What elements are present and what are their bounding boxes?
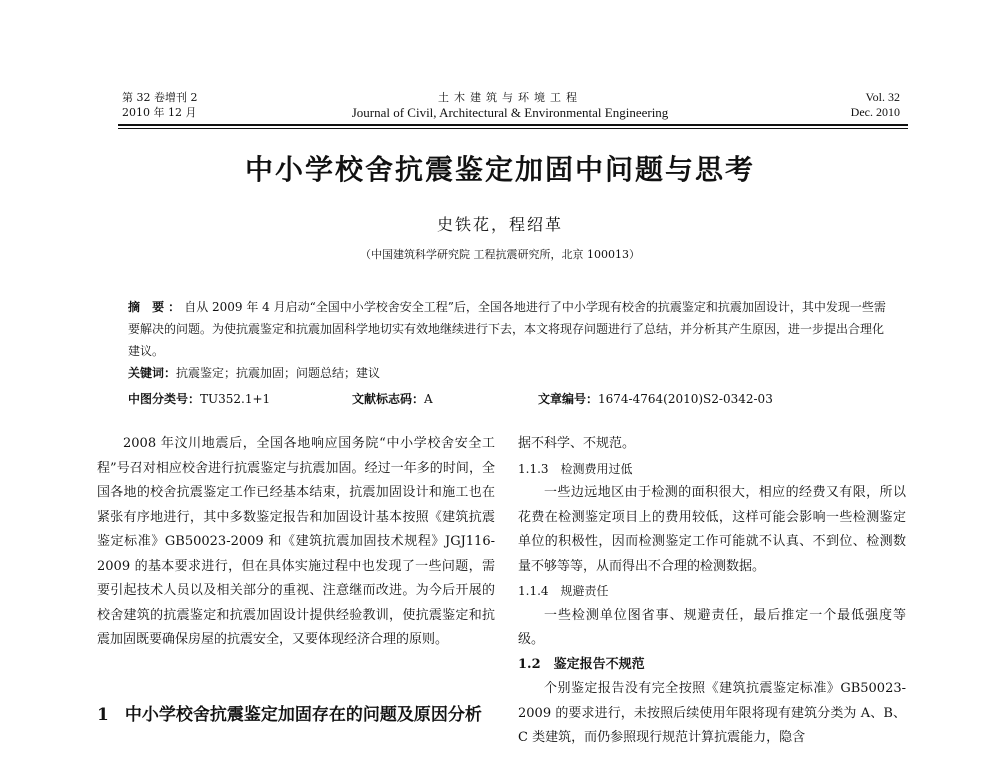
subsection-1-1-3-text: 一些边远地区由于检测的面积很大，相应的经费又有限，所以花费在检测鉴定项目上的费用较低，这样可能会影响一些检测鉴定单位的积极性，因而检测鉴定工作可能就不认真、不到位、检测数量不够等等，从而得出不合理的检测数据。 [518,485,906,574]
clc-code [128,390,270,407]
subsection-1-1-4-text: 一些检测单位图省事、规避责任，最后推定一个最低强度等级。 [518,607,906,647]
header-date-en: Dec. 2010 [850,105,900,119]
intro-paragraph: 2008 年汶川地震后，全国各地响应国务院“中小学校舍安全工程”号召对相应校舍进行抗震鉴定与抗震加固。经过一年多的时间，全国各地的校舍抗震鉴定工作已经基本结束，抗震加固设计和施工也在紧张有序地进行，其中多数鉴定报告和加固设计基本按照《建筑抗震鉴定标准》GB50023-2009 和《建筑抗震加固技术规程》JGJ116-2009 的基本要求进行，但在具体实施过程中也发现了一些问题，需要引起技术人员以及相关部分的重视、注意继而改进。为今后开展的校舍建筑的抗震鉴定和抗震加固设计提供经验教训，使抗震鉴定和抗震加固既要确保房屋的抗震安全，又要体现经济合理的原则。 [97,436,495,647]
subsection-1-1-4-heading: 1.1.4 规避责任 [518,584,609,598]
header-vol-en: Vol. 32 [865,90,900,104]
paper-affiliation: （中国建筑科学研究院 工程抗震研究所，北京 100013） [360,248,640,261]
header-volume-info [122,90,198,120]
body-right-column [518,432,906,751]
subsection-1-1-3-heading: 1.1.3 检测费用过低 [518,461,633,476]
article-value: 1674-4764(2010)S2-0342-03 [598,392,773,406]
keywords-label: 关键词： [128,366,177,380]
article-number [538,390,773,407]
abstract-label: 摘 要： [128,300,185,314]
header-rule-thin [118,128,908,129]
abstract [128,296,893,362]
abstract-text: 自从 2009 年 4 月启动“全国中小学校舍安全工程”后，全国各地进行了中小学现有校舍的抗震鉴定和抗震加固设计，其中发现一些需要解决的问题。为使抗震鉴定和抗震加固科学地切实有效地继续进行下去，本文将现存问题进行了总结，并分析其产生原因，进一步提出合理化建议。 [128,300,886,358]
article-label: 文章编号： [538,392,599,406]
header-rule-thick [118,124,908,126]
section-1-number: 1 [97,705,109,725]
doc-label: 文献标志码： [352,392,425,406]
body-left-column [97,432,495,653]
paper-title: 中小学校舍抗震鉴定加固中问题与思考 [244,153,755,186]
continued-line: 据不科学、不规范。 [518,436,636,451]
paper-authors: 史铁花，程绍革 [436,215,563,234]
subsection-1-2-text: 个别鉴定报告没有完全按照《建筑抗震鉴定标准》GB50023-2009 的要求进行，未按照后续使用年限将现有建筑分类为 A、B、C 类建筑，而仍参照现行规范计算抗震能力，隐含 [518,681,906,745]
journal-name-en: Journal of Civil, Architectural & Environmental Engineering [351,105,669,120]
section-1-title: 中小学校舍抗震鉴定加固存在的问题及原因分析 [124,705,482,725]
clc-value: TU352.1+1 [200,392,271,406]
journal-name-cn: 土木建筑与环境工程 [438,91,582,104]
keywords [128,364,893,381]
header-date: 2010 年 12 月 [122,106,197,119]
doc-code [352,390,433,407]
clc-label: 中图分类号： [128,392,201,406]
doc-value: A [424,392,433,406]
header-volume-en [820,90,900,120]
section-1-heading [97,700,497,730]
subsection-1-2-heading: 1.2 鉴定报告不规范 [518,656,645,672]
header-journal [300,90,720,120]
keywords-text: 抗震鉴定；抗震加固；问题总结；建议 [176,366,381,380]
header-volume: 第 32 卷增刊 2 [122,91,198,104]
